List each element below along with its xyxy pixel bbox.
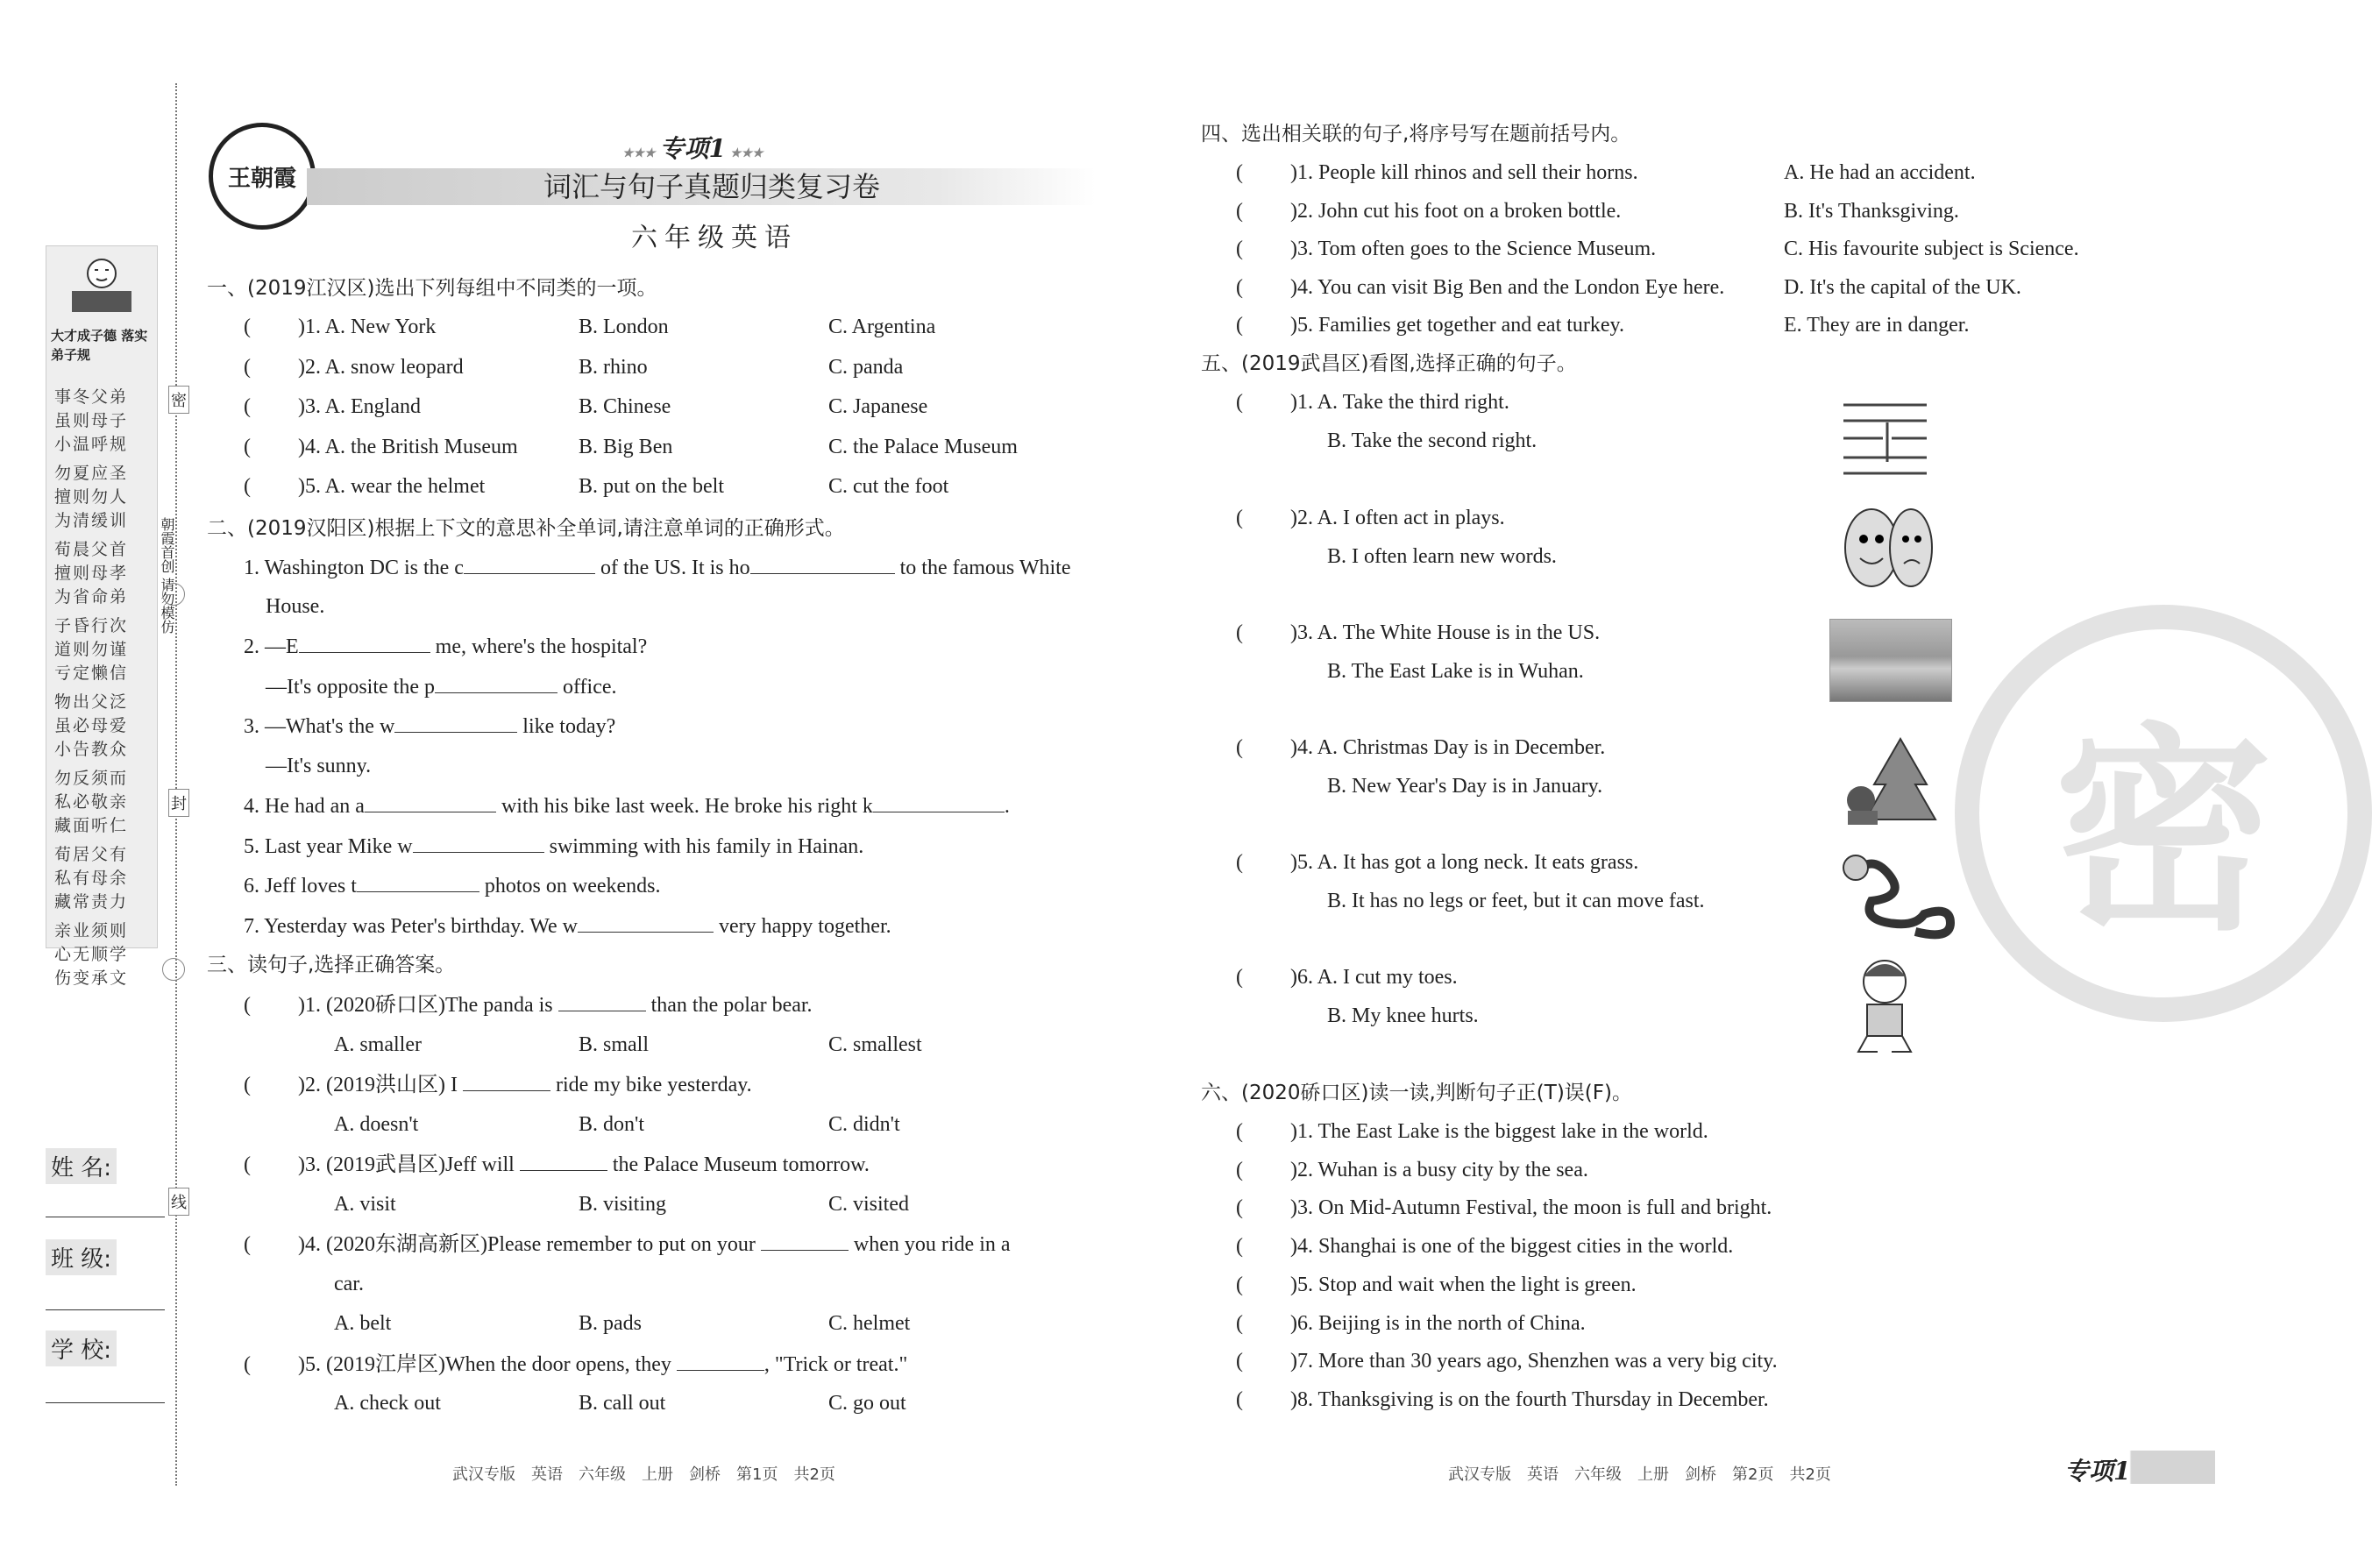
s5-option-b[interactable]: B. My knee hurts.: [1327, 1004, 1479, 1027]
blank[interactable]: [435, 673, 557, 693]
watermark: [1955, 605, 2372, 1022]
s4-question: )2. John cut his foot on a broken bottle.: [1290, 199, 1622, 223]
s5-item: ( )5. A. It has got a long neck. It eats grass.: [1236, 851, 1639, 874]
s3-q5: ( )5. (2019江岸区)When the door opens, they , "Trick or treat.": [244, 1351, 907, 1378]
side-note: 朝霞首创 请勿模仿: [159, 517, 175, 635]
s2-line3: 3. —What's the w like today?: [244, 713, 615, 740]
s3-q2-opt-b[interactable]: B. don't: [579, 1113, 644, 1136]
section4-title: 四、选出相关联的句子,将序号写在题前括号内。: [1201, 123, 1631, 145]
blank[interactable]: [299, 633, 430, 653]
s3-q4-cont: car.: [334, 1273, 364, 1295]
side-mark-2: 封: [168, 789, 189, 817]
motto-line: 心无顺学: [54, 945, 129, 964]
motto-line: 藏面听仁: [54, 816, 129, 835]
s1-option-b[interactable]: B. Chinese: [579, 395, 671, 418]
sidebar-caption: 大才成子德 落实弟子规: [51, 328, 148, 363]
s1-option-c[interactable]: C. Argentina: [828, 316, 936, 338]
s1-option-a[interactable]: )4. A. the British Museum: [298, 435, 518, 458]
map-directions-icon: [1839, 396, 1931, 479]
s3-q2: ( )2. (2019洪山区) I ride my bike yesterday.: [244, 1071, 752, 1098]
s1-option-a[interactable]: )5. A. wear the helmet: [298, 475, 486, 498]
section3-title: 三、读句子,选择正确答案。: [207, 954, 456, 976]
s4-question: )3. Tom often goes to the Science Museum.: [1290, 238, 1657, 261]
s6-statement: )2. Wuhan is a busy city by the sea.: [1290, 1158, 1588, 1181]
motto-line: 物出父泛: [54, 692, 129, 712]
corner-text: 专项1: [2064, 1457, 2131, 1486]
blank[interactable]: [677, 1351, 764, 1371]
motto-line: 虽则母子: [54, 411, 129, 430]
s3-q2-opt-a[interactable]: A. doesn't: [334, 1113, 419, 1136]
footer-left: 武汉专版 英语 六年级 上册 剑桥 第1页 共2页: [452, 1465, 835, 1484]
s2-line6: 6. Jeff loves t photos on weekends.: [244, 872, 661, 899]
blank[interactable]: [578, 912, 714, 933]
s4-answer[interactable]: C. His favourite subject is Science.: [1784, 238, 2079, 261]
s6-statement: )5. Stop and wait when the light is green.: [1290, 1273, 1637, 1296]
blank[interactable]: [750, 554, 895, 574]
s1-item: ( )1. A. New York: [244, 316, 437, 338]
motto-line: 勿夏应圣: [54, 464, 129, 483]
s1-item: ( )2. A. snow leopard: [244, 355, 464, 379]
footer-corner-badge: [2025, 1451, 2215, 1484]
s2-line1b: House.: [266, 595, 325, 618]
motto-line: 为省命弟: [54, 587, 129, 607]
sidebar-mascot-icon: [63, 254, 140, 324]
s6-item: ( )1. The East Lake is the biggest lake in the world.: [1236, 1120, 1708, 1143]
section5-title: 五、(2019武昌区)看图,选择正确的句子。: [1201, 352, 1577, 375]
motto-line: 荀晨父首: [54, 540, 129, 559]
side-mark-3: 线: [168, 1188, 189, 1216]
s3-q4-opt-b[interactable]: B. pads: [579, 1312, 642, 1335]
motto-line: 小温呼规: [54, 435, 129, 454]
s1-option-a[interactable]: )1. A. New York: [298, 316, 437, 338]
s5-item: ( )1. A. Take the third right.: [1236, 391, 1509, 414]
s3-q1-opt-b[interactable]: B. small: [579, 1033, 650, 1056]
watermark-text: 密: [2054, 705, 2273, 960]
s1-option-a[interactable]: )3. A. England: [298, 395, 421, 418]
s6-item: ( )3. On Mid-Autumn Festival, the moon is full and bright.: [1236, 1196, 1772, 1220]
s3-q4-opt-a[interactable]: A. belt: [334, 1312, 392, 1335]
section1-title: 一、(2019江汉区)选出下列每组中不同类的一项。: [207, 277, 657, 300]
s4-answer[interactable]: D. It's the capital of the UK.: [1784, 275, 2021, 299]
s2-line2: 2. —E me, where's the hospital?: [244, 633, 647, 660]
s2-line3b: —It's sunny.: [266, 755, 372, 777]
motto-line: 子昏行次: [54, 616, 129, 635]
s3-q1: ( )1. (2020硚口区)The panda is than the polar bear.: [244, 991, 813, 1018]
blank[interactable]: [394, 713, 517, 733]
class-label: 班 级:: [46, 1239, 117, 1275]
s5-option-a[interactable]: )5. A. It has got a long neck. It eats grass.: [1290, 851, 1639, 874]
s1-option-c[interactable]: C. the Palace Museum: [828, 435, 1018, 458]
s2-line5: 5. Last year Mike w swimming with his family in Hainan.: [244, 833, 863, 860]
s5-option-b[interactable]: B. It has no legs or feet, but it can move fast.: [1327, 890, 1705, 912]
s4-answer[interactable]: E. They are in danger.: [1784, 314, 1970, 337]
s6-statement: )4. Shanghai is one of the biggest cities in the world.: [1290, 1235, 1734, 1259]
s3-q3: ( )3. (2019武昌区)Jeff will the Palace Museum tomorrow.: [244, 1151, 870, 1178]
s5-option-a[interactable]: )2. A. I often act in plays.: [1290, 507, 1505, 529]
motto-line: 亏定懒信: [54, 663, 129, 683]
s3-q5-opt-a[interactable]: A. check out: [334, 1392, 441, 1415]
side-mark-1: 密: [168, 386, 189, 414]
motto-line: 勿反须而: [54, 769, 129, 788]
s3-q3-opt-a[interactable]: A. visit: [334, 1193, 396, 1216]
s1-option-c[interactable]: C. cut the foot: [828, 475, 949, 498]
s4-item: ( )3. Tom often goes to the Science Museum.: [1236, 238, 1657, 261]
s2-line4: 4. He had an a with his bike last week. He broke his right k .: [244, 792, 1010, 819]
motto-line: 道则勿谨: [54, 640, 129, 659]
s3-q4-opt-c[interactable]: C. helmet: [828, 1312, 911, 1335]
boy-crying-icon: [1850, 955, 1920, 1056]
lake-photo: [1829, 619, 1952, 702]
s6-statement: )6. Beijing is in the north of China.: [1290, 1311, 1586, 1335]
s4-question: )4. You can visit Big Ben and the London Eye here.: [1290, 275, 1725, 299]
s4-answer[interactable]: B. It's Thanksgiving.: [1784, 199, 1959, 223]
s5-option-a[interactable]: )6. A. I cut my toes.: [1290, 966, 1458, 989]
section2-title: 二、(2019汉阳区)根据上下文的意思补全单词,请注意单词的正确形式。: [207, 517, 845, 540]
s1-item: ( )5. A. wear the helmet: [244, 475, 486, 498]
s1-option-c[interactable]: C. panda: [828, 355, 904, 379]
motto-line: 私必敬亲: [54, 792, 129, 812]
star-icon: ★★★: [622, 146, 660, 160]
s1-option-b[interactable]: B. rhino: [579, 355, 648, 379]
seal-icon: [162, 958, 185, 981]
s3-q3-opt-b[interactable]: B. visiting: [579, 1193, 667, 1216]
s4-item: ( )5. Families get together and eat turkey.: [1236, 314, 1624, 337]
page-title: 词汇与句子真题归类复习卷: [543, 170, 881, 203]
s6-statement: )8. Thanksgiving is on the fourth Thursday in December.: [1290, 1387, 1769, 1411]
blank[interactable]: [463, 1071, 550, 1091]
s5-option-b[interactable]: B. The East Lake is in Wuhan.: [1327, 660, 1584, 683]
s6-item: ( )7. More than 30 years ago, Shenzhen was a very big city.: [1236, 1350, 1778, 1373]
s1-option-c[interactable]: C. Japanese: [828, 395, 928, 418]
binding-line: [175, 83, 177, 1486]
s2-line7: 7. Yesterday was Peter's birthday. We w very happy together.: [244, 912, 891, 940]
logo: [209, 123, 316, 230]
snake-icon: [1836, 848, 1961, 933]
blank[interactable]: [520, 1151, 607, 1171]
s3-q5-opt-c[interactable]: C. go out: [828, 1392, 906, 1415]
class-field[interactable]: [46, 1309, 165, 1310]
motto-line: 虽必母爱: [54, 716, 129, 735]
s4-answer[interactable]: A. He had an accident.: [1784, 161, 1976, 184]
s4-question: )1. People kill rhinos and sell their horns.: [1290, 161, 1638, 184]
s4-item: ( )1. People kill rhinos and sell their horns.: [1236, 161, 1638, 184]
s6-statement: )7. More than 30 years ago, Shenzhen was a very big city.: [1290, 1350, 1778, 1373]
s5-option-a[interactable]: )4. A. Christmas Day is in December.: [1290, 736, 1606, 759]
s1-option-b[interactable]: B. put on the belt: [579, 475, 724, 498]
motto-line: 小告教众: [54, 740, 129, 759]
s6-statement: )3. On Mid-Autumn Festival, the moon is full and bright.: [1290, 1196, 1772, 1220]
school-field[interactable]: [46, 1402, 165, 1403]
s3-q2-opt-c[interactable]: C. didn't: [828, 1113, 900, 1136]
motto-line: 事冬父弟: [54, 387, 129, 407]
school-label: 学 校:: [46, 1330, 117, 1366]
s1-option-a[interactable]: )2. A. snow leopard: [298, 355, 464, 379]
s4-question: )5. Families get together and eat turkey.: [1290, 314, 1624, 337]
series-label: [622, 130, 763, 165]
s5-item: ( )2. A. I often act in plays.: [1236, 507, 1505, 529]
s6-item: ( )2. Wuhan is a busy city by the sea.: [1236, 1158, 1588, 1181]
motto-line: 亲业须则: [54, 921, 129, 940]
s5-option-b[interactable]: B. I often learn new words.: [1327, 545, 1557, 568]
s2-line1: 1. Washington DC is the c of the US. It is ho to the famous White: [244, 554, 1070, 581]
motto-line: 擅则母孝: [54, 564, 129, 583]
name-label: 姓 名:: [46, 1148, 117, 1184]
blank[interactable]: [413, 833, 544, 853]
motto-line: 伤变承文: [54, 968, 129, 988]
motto-line: 私有母余: [54, 869, 129, 888]
s5-item: ( )6. A. I cut my toes.: [1236, 966, 1458, 989]
faces-icon: [1841, 504, 1937, 592]
blank[interactable]: [365, 792, 496, 812]
s1-option-b[interactable]: B. London: [579, 316, 669, 338]
s3-q1-opt-a[interactable]: A. smaller: [334, 1033, 422, 1056]
s5-option-b[interactable]: B. Take the second right.: [1327, 429, 1538, 452]
logo-text: 王朝霞: [227, 165, 296, 192]
blank[interactable]: [761, 1231, 849, 1251]
footer-right: 武汉专版 英语 六年级 上册 剑桥 第2页 共2页: [1448, 1465, 1831, 1484]
s2-line2b: —It's opposite the p office.: [266, 673, 617, 700]
s5-item: ( )4. A. Christmas Day is in December.: [1236, 736, 1606, 759]
page-subtitle: 六年级英语: [631, 223, 798, 253]
s1-option-b[interactable]: B. Big Ben: [579, 435, 673, 458]
blank[interactable]: [558, 991, 646, 1011]
motto-line: 荀居父有: [54, 845, 129, 864]
blank[interactable]: [357, 872, 479, 892]
blank[interactable]: [873, 792, 1005, 812]
s4-item: ( )2. John cut his foot on a broken bottle.: [1236, 199, 1622, 223]
s1-item: ( )4. A. the British Museum: [244, 435, 518, 458]
motto-line: 藏常责力: [54, 892, 129, 912]
motto-line: 为清缓训: [54, 511, 129, 530]
blank[interactable]: [464, 554, 595, 574]
section6-title: 六、(2020硚口区)读一读,判断句子正(T)误(F)。: [1201, 1082, 1632, 1104]
seal-icon: [162, 583, 185, 606]
s5-option-a[interactable]: )3. A. The White House is in the US.: [1290, 621, 1601, 644]
sidebar-motto: [54, 386, 149, 996]
motto-line: 擅则勿人: [54, 487, 129, 507]
s3-q4: ( )4. (2020东湖高新区)Please remember to put on your when you ride in a: [244, 1231, 1011, 1258]
s3-q1-opt-c[interactable]: C. smallest: [828, 1033, 922, 1056]
s6-statement: )1. The East Lake is the biggest lake in the world.: [1290, 1120, 1708, 1143]
s6-item: ( )4. Shanghai is one of the biggest cities in the world.: [1236, 1235, 1734, 1259]
christmas-tree-icon: [1835, 732, 1940, 827]
s3-q5-opt-b[interactable]: B. call out: [579, 1392, 666, 1415]
series-text: 专项1: [659, 134, 727, 163]
s5-option-a[interactable]: )1. A. Take the third right.: [1290, 391, 1509, 414]
s4-item: ( )4. You can visit Big Ben and the London Eye here.: [1236, 275, 1725, 299]
star-icon: ★★★: [726, 146, 763, 160]
s6-item: ( )6. Beijing is in the north of China.: [1236, 1311, 1586, 1335]
s5-item: ( )3. A. The White House is in the US.: [1236, 621, 1601, 644]
s1-item: ( )3. A. England: [244, 395, 421, 418]
s5-option-b[interactable]: B. New Year's Day is in January.: [1327, 775, 1603, 798]
s6-item: ( )8. Thanksgiving is on the fourth Thursday in December.: [1236, 1387, 1769, 1411]
s3-q3-opt-c[interactable]: C. visited: [828, 1193, 910, 1216]
s6-item: ( )5. Stop and wait when the light is green.: [1236, 1273, 1637, 1296]
